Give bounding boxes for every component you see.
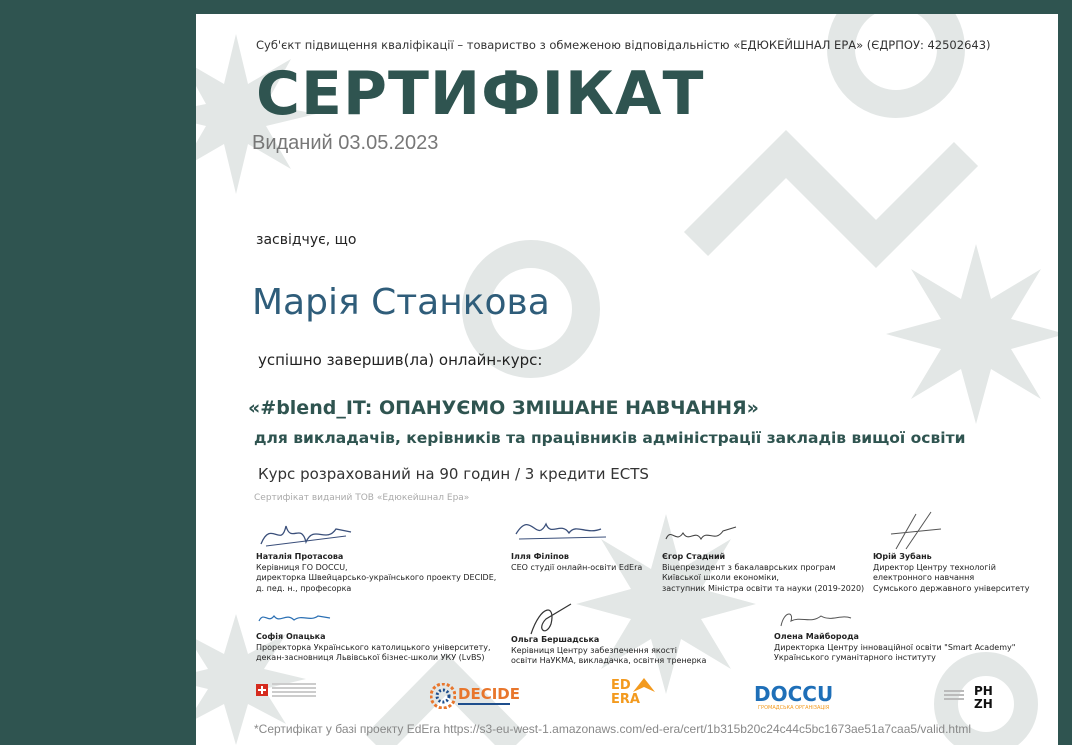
signatory-name: Єгор Стадний <box>662 552 726 561</box>
signature-bershadska <box>526 599 576 639</box>
issued-label: Виданий <box>252 132 333 154</box>
signatory-name: Софія Опацька <box>256 632 326 641</box>
signature-mayboroda <box>776 606 856 631</box>
issuer-line: Суб'єкт підвищення кваліфікації – товариство з обмеженою відповідальністю «ЕДЮКЕЙШНАЛ ЕРА» (ЄДРПОУ: 42502643) <box>256 38 991 52</box>
signatory-role-line: Директорка Центру інноваційної освіти "Smart Academy" <box>774 642 1016 652</box>
signatory-name: Ілля Філіпов <box>511 552 569 561</box>
signatory-role-line: Київської школи економіки, <box>662 573 779 582</box>
swiss-flag-icon <box>256 684 268 696</box>
phzh-logo-bottom: ZH <box>974 697 993 711</box>
edera-logo <box>611 678 661 714</box>
completed-text: успішно завершив(ла) онлайн-курс: <box>258 351 543 369</box>
edera-arrow-icon <box>633 678 655 692</box>
signatory-bershadska <box>511 635 706 667</box>
doccu-logo <box>754 682 846 714</box>
signature-zuban <box>886 509 946 554</box>
signatory-stadnyi <box>662 552 864 594</box>
footer-verification-link[interactable]: *Сертифікат у базі проекту EdEra https://s3-eu-west-1.amazonaws.com/ed-era/cert/1b315b20c24c44c5bc1673ae51a7caa5/valid.html <box>254 722 972 736</box>
signatory-role-line: директорка Швейцарсько-українського проекту DECIDE, <box>256 573 497 582</box>
signatory-role-line: Керівниця Центру забезпечення якості <box>511 645 677 655</box>
signatory-name: Ольга Бершадська <box>511 635 600 644</box>
course-audience: для викладачів, керівників та працівників адміністрації закладів вищої освіти <box>254 429 966 447</box>
phzh-logo-top: PH <box>974 684 993 698</box>
signatory-role-line: електронного навчання <box>873 573 975 582</box>
certifies-text: засвідчує, що <box>256 232 357 248</box>
phzh-logo <box>944 684 1004 714</box>
signatory-role-line: Віцепрезидент з бакалаврських програм <box>662 562 836 572</box>
signature-stadnyi <box>661 519 741 549</box>
decide-logo <box>430 683 520 713</box>
signatory-name: Юрій Зубань <box>873 552 932 561</box>
signatory-role-line: декан-засновниця Львівської бізнес-школи УКУ (LvBS) <box>256 653 485 662</box>
signatory-protasova <box>256 552 496 594</box>
signatory-role-line: заступник Міністра освіти та науки (2019-2020) <box>662 583 865 593</box>
signatory-name: Наталія Протасова <box>256 552 344 561</box>
signatory-role-line: Проректорка Українського католицького університету, <box>256 642 491 652</box>
swiss-confederation-logo <box>256 681 316 711</box>
decide-emblem-icon <box>430 683 456 709</box>
doccu-logo-text: DOCCU <box>754 682 834 706</box>
signatory-name: Олена Майборода <box>774 632 859 641</box>
edera-logo-bottom: ERA <box>611 692 640 707</box>
issued-date-line <box>252 132 438 155</box>
signature-protasova <box>256 514 356 554</box>
signatory-role-line: Керівниця ГО DOCCU, <box>256 562 348 572</box>
signatory-role-line: CEO студії онлайн-освіти EdEra <box>511 562 643 572</box>
issued-date: 03.05.2023 <box>338 132 439 154</box>
signatory-role-line: д. пед. н., професорка <box>256 583 352 593</box>
signatory-role-line: Сумського державного університету <box>873 583 1030 593</box>
issued-by: Сертифікат виданий ТОВ «Едюкейшнал Ера» <box>254 493 470 503</box>
course-title: «#blend_IT: ОПАНУЄМО ЗМІШАНЕ НАВЧАННЯ» <box>248 397 759 419</box>
certificate-title: СЕРТИФІКАТ <box>256 59 705 129</box>
signatory-zuban <box>873 552 1029 594</box>
signatory-role-line: освіти НаУКМА, викладачка, освітня тренерка <box>511 656 707 665</box>
decide-logo-text: DECIDE <box>458 685 520 703</box>
edera-logo-top: ED <box>611 678 631 693</box>
doccu-logo-subtext: ГРОМАДСЬКА ОРГАНІЗАЦІЯ <box>758 705 830 711</box>
signatory-opatska <box>256 632 491 664</box>
signatory-filipov <box>511 552 642 573</box>
signatory-role-line: Українського гуманітарного інституту <box>774 653 936 662</box>
recipient-name: Марія Станкова <box>252 282 550 323</box>
deco-star-right <box>886 244 1058 424</box>
course-hours: Курс розрахований на 90 годин / 3 кредити ECTS <box>258 465 649 483</box>
certificate-paper <box>196 14 1058 745</box>
signature-filipov <box>511 509 611 549</box>
deco-zigzag <box>696 154 966 244</box>
signatory-role-line: Директор Центру технологій <box>873 562 996 572</box>
deco-ring-top-right <box>841 14 951 104</box>
signatory-mayboroda <box>774 632 1015 664</box>
signature-opatska <box>254 606 334 628</box>
